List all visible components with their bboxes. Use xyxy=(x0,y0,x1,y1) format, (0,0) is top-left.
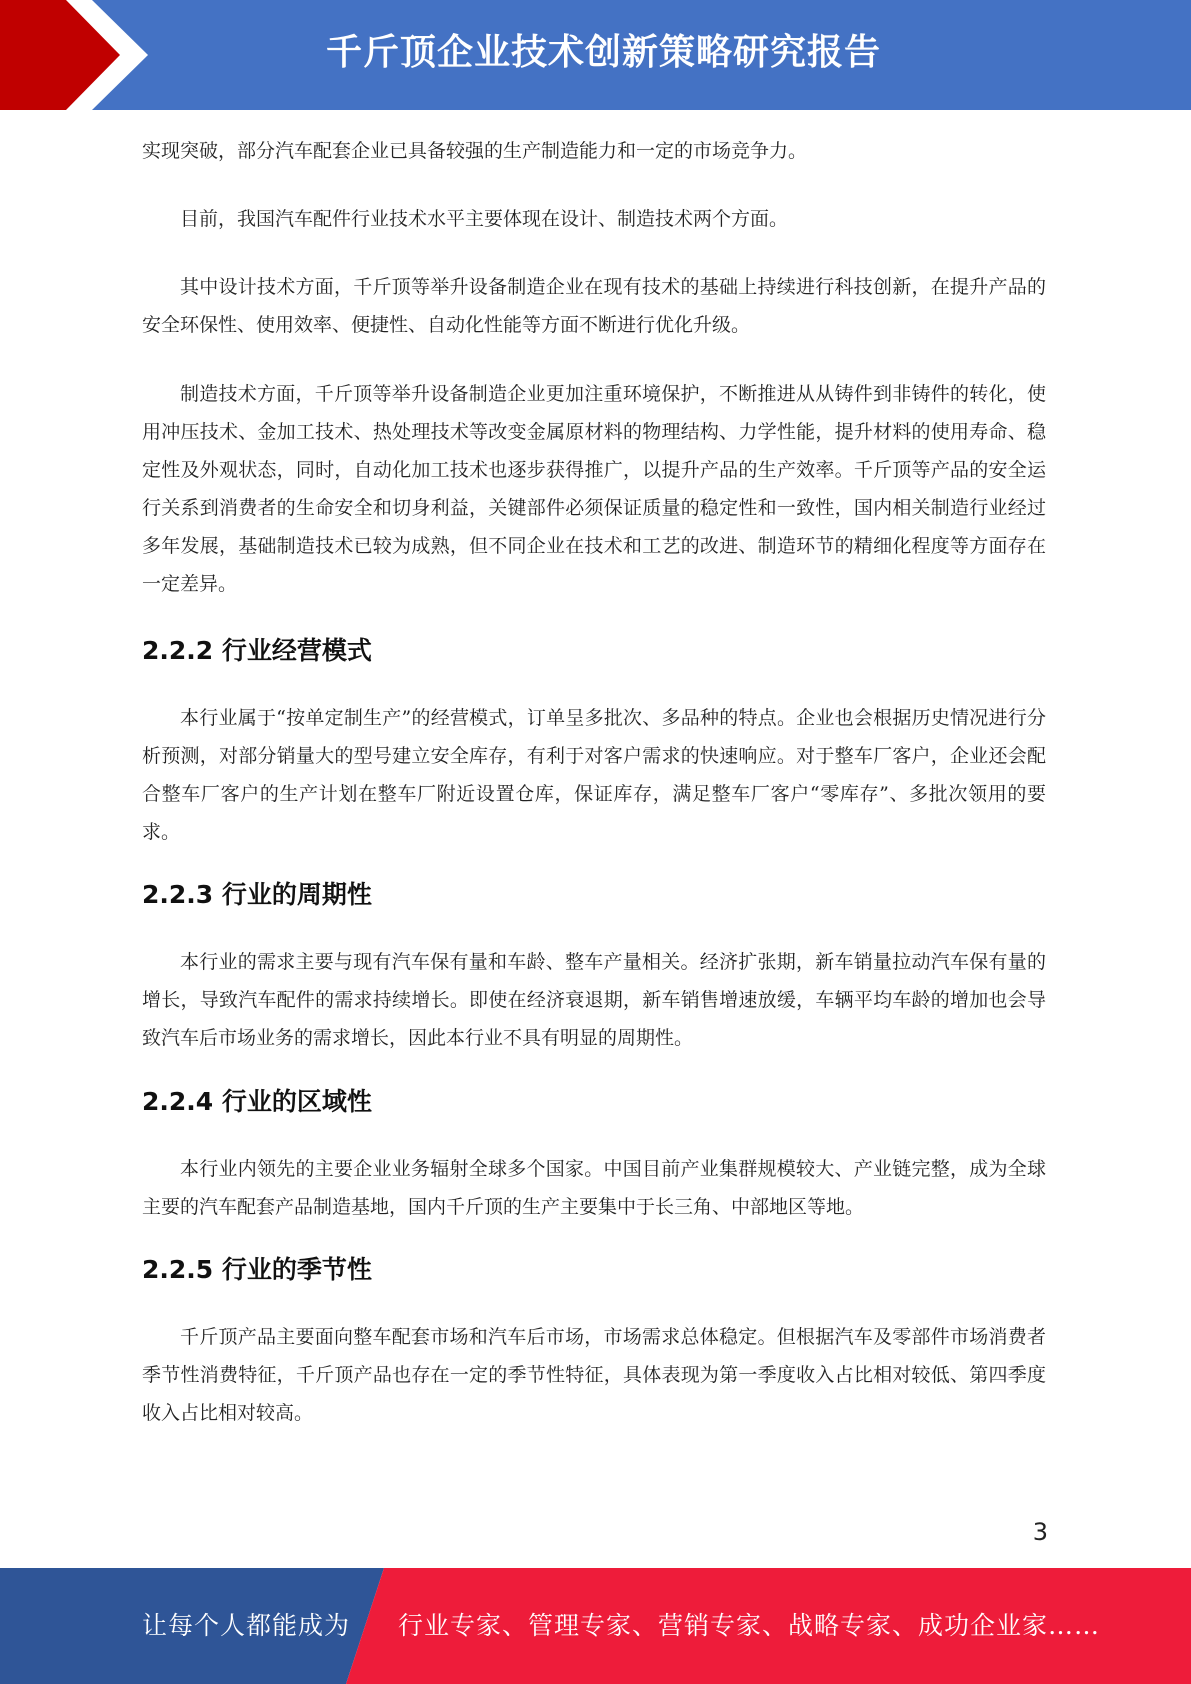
document-body xyxy=(142,132,1046,1432)
paragraph-manufacturing-tech: 制造技术方面，千斤顶等举升设备制造企业更加注重环境保护，不断推进从从铸件到非铸件的转化，使用冲压技术、金加工技术、热处理技术等改变金属原材料的物理结构、力学性能，提升材料的使用寿命、稳定性及外观状态，同时，自动化加工技术也逐步获得推广，以提升产品的生产效率。千斤顶等产品的安全运行关系到消费者的生命安全和切身利益，关键部件必须保证质量的稳定性和一致性，国内相关制造行业经过多年发展，基础制造技术已较为成熟，但不同企业在技术和工艺的改进、制造环节的精细化程度等方面存在一定差异。 xyxy=(142,383,1046,595)
paragraph-tech-level: 目前，我国汽车配件行业技术水平主要体现在设计、制造技术两个方面。 xyxy=(180,208,789,230)
paragraph-business-model: 本行业属于“按单定制生产”的经营模式，订单呈多批次、多品种的特点。企业也会根据历史情况进行分析预测，对部分销量大的型号建立安全库存，有利于对客户需求的快速响应。对于整车厂客户，企业还会配合整车厂客户的生产计划在整车厂附近设置仓库，保证库存，满足整车厂客户“零库存”、多批次领用的要求。 xyxy=(142,707,1046,843)
paragraph-continued: 实现突破，部分汽车配套企业已具备较强的生产制造能力和一定的市场竞争力。 xyxy=(142,140,808,162)
footer-slogan-left: 让每个人都能成为 xyxy=(142,1611,351,1640)
page-header xyxy=(0,0,1191,110)
section-heading-2-2-5: 2.2.5 行业的季节性 xyxy=(142,1255,372,1284)
paragraph-seasonality: 千斤顶产品主要面向整车配套市场和汽车后市场，市场需求总体稳定。但根据汽车及零部件市场消费者季节性消费特征，千斤顶产品也存在一定的季节性特征，具体表现为第一季度收入占比相对较低、第四季度收入占比相对较高。 xyxy=(142,1326,1046,1424)
paragraph-design-tech: 其中设计技术方面，千斤顶等举升设备制造企业在现有技术的基础上持续进行科技创新，在提升产品的安全环保性、使用效率、便捷性、自动化性能等方面不断进行优化升级。 xyxy=(142,276,1046,336)
section-heading-2-2-3: 2.2.3 行业的周期性 xyxy=(142,880,372,909)
section-heading-2-2-2: 2.2.2 行业经营模式 xyxy=(142,636,372,665)
page-number: 3 xyxy=(1032,1518,1048,1546)
paragraph-regionality: 本行业内领先的主要企业业务辐射全球多个国家。中国目前产业集群规模较大、产业链完整，成为全球主要的汽车配套产品制造基地，国内千斤顶的生产主要集中于长三角、中部地区等地。 xyxy=(142,1158,1046,1218)
footer-slogan-right: 行业专家、管理专家、营销专家、战略专家、成功企业家…… xyxy=(398,1611,1101,1640)
paragraph-cyclicality: 本行业的需求主要与现有汽车保有量和车龄、整车产量相关。经济扩张期，新车销量拉动汽车保有量的增长，导致汽车配件的需求持续增长。即使在经济衰退期，新车销售增速放缓，车辆平均车龄的增加也会导致汽车后市场业务的需求增长，因此本行业不具有明显的周期性。 xyxy=(142,951,1046,1049)
report-title: 千斤顶企业技术创新策略研究报告 xyxy=(325,32,881,73)
page-footer xyxy=(0,1568,1191,1684)
section-heading-2-2-4: 2.2.4 行业的区域性 xyxy=(142,1087,372,1116)
